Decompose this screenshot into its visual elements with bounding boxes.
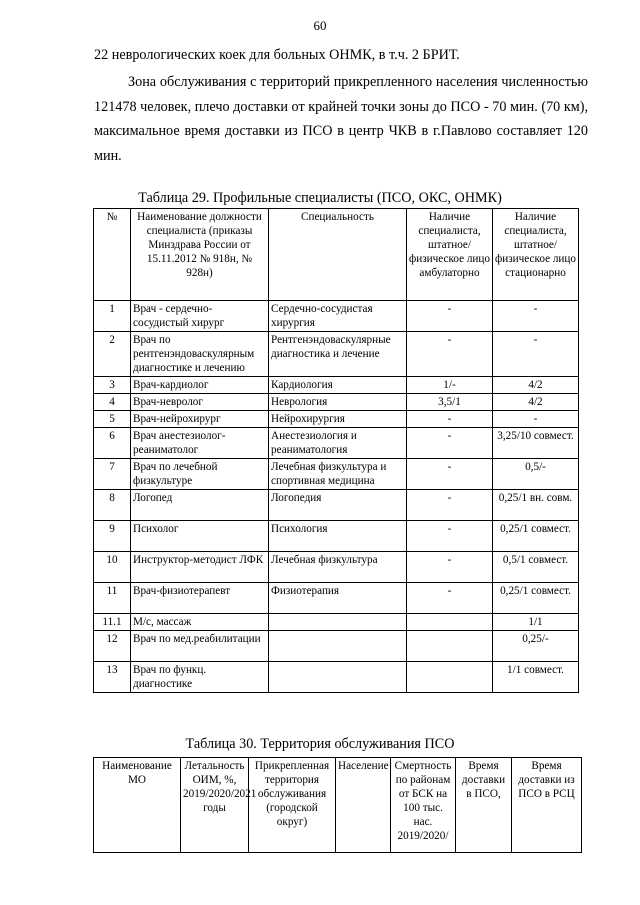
table-row bbox=[94, 552, 579, 583]
table-cell: Инструктор-методист ЛФК bbox=[131, 552, 269, 583]
table-cell: Врач по мед.реабилитации bbox=[131, 631, 269, 662]
table-cell bbox=[269, 662, 407, 693]
table-cell: - bbox=[493, 332, 579, 377]
table-cell: 11.1 bbox=[94, 614, 131, 631]
table-cell bbox=[269, 631, 407, 662]
table-cell: Врач - сердечно-сосудистый хирург bbox=[131, 301, 269, 332]
paragraph-beds: 22 неврологических коек для больных ОНМК, в т.ч. 2 БРИТ. bbox=[94, 47, 460, 63]
table-cell: 6 bbox=[94, 428, 131, 459]
table-row bbox=[94, 490, 579, 521]
table-cell: 3,5/1 bbox=[407, 394, 493, 411]
table-cell: 0,5/- bbox=[493, 459, 579, 490]
table-cell: - bbox=[407, 521, 493, 552]
table-cell: Врач-кардиолог bbox=[131, 377, 269, 394]
table-cell: - bbox=[493, 411, 579, 428]
table-cell bbox=[407, 614, 493, 631]
table-cell: 0,25/1 совмест. bbox=[493, 583, 579, 614]
table30-header-cell: Летальность ОИМ, %, 2019/2020/2021 годы bbox=[181, 758, 249, 853]
table30-header-cell: Население bbox=[336, 758, 391, 853]
table-cell: - bbox=[407, 428, 493, 459]
table-row bbox=[94, 411, 579, 428]
table-cell: - bbox=[407, 490, 493, 521]
table-cell: Лечебная физкультура bbox=[269, 552, 407, 583]
table-cell: 11 bbox=[94, 583, 131, 614]
table-cell: 0,5/1 совмест. bbox=[493, 552, 579, 583]
table-cell: 1/- bbox=[407, 377, 493, 394]
table-cell: Психолог bbox=[131, 521, 269, 552]
table-cell: Врач-нейрохирург bbox=[131, 411, 269, 428]
table30-caption: Таблица 30. Территория обслуживания ПСО bbox=[185, 736, 455, 752]
table-service-territory bbox=[93, 757, 582, 853]
table-row bbox=[94, 377, 579, 394]
table-cell: - bbox=[407, 301, 493, 332]
table30-header-row bbox=[94, 758, 582, 853]
table-cell: 0,25/1 вн. совм. bbox=[493, 490, 579, 521]
table-cell bbox=[269, 614, 407, 631]
table-cell: Врач по лечебной физкультуре bbox=[131, 459, 269, 490]
table-cell: Психология bbox=[269, 521, 407, 552]
table-cell: Кардиология bbox=[269, 377, 407, 394]
table-cell: - bbox=[493, 301, 579, 332]
table-cell: 3,25/10 совмест. bbox=[493, 428, 579, 459]
table-cell: М/с, массаж bbox=[131, 614, 269, 631]
table-cell: - bbox=[407, 332, 493, 377]
table-cell bbox=[407, 662, 493, 693]
table-cell: Физиотерапия bbox=[269, 583, 407, 614]
table-cell: 1/1 bbox=[493, 614, 579, 631]
table-row bbox=[94, 332, 579, 377]
table-cell: Врач анестезиолог-реаниматолог bbox=[131, 428, 269, 459]
table29-header-cell: Наличие специалиста, штатное/физическое лицо стационарно bbox=[493, 209, 579, 301]
table-cell bbox=[407, 631, 493, 662]
table-cell: - bbox=[407, 583, 493, 614]
table29-header-cell: Специальность bbox=[269, 209, 407, 301]
table-cell: 4/2 bbox=[493, 377, 579, 394]
table30-header-cell: Прикрепленная территория обслуживания (городской округ) bbox=[249, 758, 336, 853]
table-cell: 5 bbox=[94, 411, 131, 428]
table-row bbox=[94, 521, 579, 552]
table-cell: 7 bbox=[94, 459, 131, 490]
table-cell: Логопед bbox=[131, 490, 269, 521]
table-row bbox=[94, 614, 579, 631]
table-cell: 1 bbox=[94, 301, 131, 332]
table30-header-cell: Смертность по районам от БСК на 100 тыс. нас. 2019/2020/ bbox=[391, 758, 456, 853]
table-cell: - bbox=[407, 552, 493, 583]
table-cell: Врач по рентгенэндоваскулярным диагностике и лечению bbox=[131, 332, 269, 377]
table-cell: 1/1 совмест. bbox=[493, 662, 579, 693]
table-row bbox=[94, 662, 579, 693]
table-row bbox=[94, 301, 579, 332]
table29-body bbox=[94, 301, 579, 693]
paragraph-service-zone: Зона обслуживания с территорий прикрепленного населения численностью 121478 человек, плечо доставки от крайней точки зоны до ПСО - 70 мин. (70 км), максимальное время доставки из ПСО в центр ЧКВ в г.Павлово составляет 120 мин. bbox=[94, 74, 588, 164]
table-cell: 13 bbox=[94, 662, 131, 693]
table30-header-cell: Наименование МО bbox=[94, 758, 181, 853]
table-cell: Анестезиология и реаниматология bbox=[269, 428, 407, 459]
page-number: 60 bbox=[313, 18, 327, 33]
table-cell: Врач-физиотерапевт bbox=[131, 583, 269, 614]
table-cell: Врач по функц. диагностике bbox=[131, 662, 269, 693]
table-row bbox=[94, 428, 579, 459]
table-cell: - bbox=[407, 411, 493, 428]
table-cell: 3 bbox=[94, 377, 131, 394]
table-specialists bbox=[93, 208, 579, 693]
table-cell: Врач-невролог bbox=[131, 394, 269, 411]
table-cell: Логопедия bbox=[269, 490, 407, 521]
table29-header-cell: Наличие специалиста, штатное/физическое лицо амбулаторно bbox=[407, 209, 493, 301]
table-cell: 8 bbox=[94, 490, 131, 521]
table-cell: - bbox=[407, 459, 493, 490]
table-cell: 4/2 bbox=[493, 394, 579, 411]
table29-header-row bbox=[94, 209, 579, 301]
table30-header-cell: Время доставки в ПСО, bbox=[456, 758, 512, 853]
table-row bbox=[94, 583, 579, 614]
table-row bbox=[94, 631, 579, 662]
table-cell: Лечебная физкультура и спортивная медицина bbox=[269, 459, 407, 490]
table29-header-cell: № bbox=[94, 209, 131, 301]
table-cell: 10 bbox=[94, 552, 131, 583]
table-cell: 0,25/1 совмест. bbox=[493, 521, 579, 552]
table29-caption: Таблица 29. Профильные специалисты (ПСО, ОКС, ОНМК) bbox=[138, 190, 502, 206]
table-cell: 12 bbox=[94, 631, 131, 662]
table30-header-cell: Время доставки из ПСО в РСЦ bbox=[512, 758, 582, 853]
table-cell: 0,25/- bbox=[493, 631, 579, 662]
table-cell: Неврология bbox=[269, 394, 407, 411]
table-cell: 4 bbox=[94, 394, 131, 411]
table-row bbox=[94, 394, 579, 411]
table29-header-cell: Наименование должности специалиста (приказы Минздрава России от 15.11.2012 № 918н, № 928н) bbox=[131, 209, 269, 301]
table-cell: Рентгенэндоваскулярные диагностика и лечение bbox=[269, 332, 407, 377]
table-row bbox=[94, 459, 579, 490]
table-cell: Сердечно-сосудистая хирургия bbox=[269, 301, 407, 332]
table-cell: Нейрохирургия bbox=[269, 411, 407, 428]
table-cell: 9 bbox=[94, 521, 131, 552]
table-cell: 2 bbox=[94, 332, 131, 377]
